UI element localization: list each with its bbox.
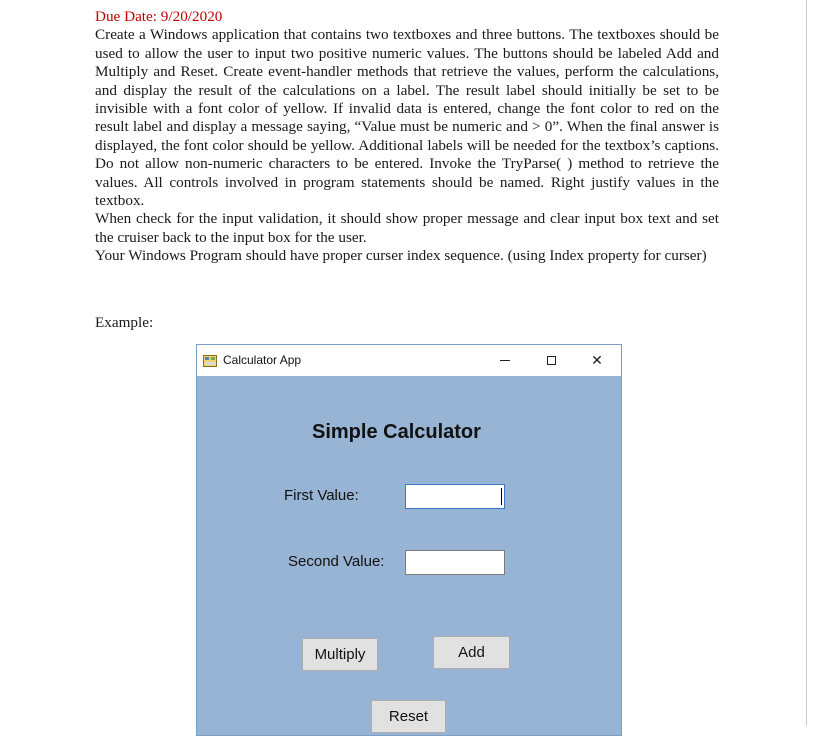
add-button[interactable]: Add xyxy=(433,636,510,669)
instructions-paragraph: Create a Windows application that contains two textboxes and three buttons. The textboxes should be used to allow the user to input two positive numeric values. The buttons should be labeled Add and Multiply and Reset. Create event-handler methods that retrieve the values, perform the calculations, and display the result of the calculations on a label. The result label should initially be set to be invisible with a font color of yellow. If invalid data is entered, change the font color to red on the result label and display a message saying, “Value must be numeric and > 0”. When the final answer is displayed, the font color should be yellow. Additional labels will be needed for the textbox’s captions. Do not allow non-numeric characters to be entered. Invoke the TryParse( ) method to retrieve the values. All controls involved in program statements should be named. Right justify values in the textbox. xyxy=(95,26,719,210)
maximize-button[interactable] xyxy=(528,345,574,376)
title-bar xyxy=(197,345,621,376)
minimize-button[interactable] xyxy=(482,345,528,376)
text-caret xyxy=(501,488,502,505)
multiply-button[interactable]: Multiply xyxy=(302,638,378,671)
maximize-icon xyxy=(547,356,556,365)
validation-paragraph: When check for the input validation, it should show proper message and clear input box text and set the cruiser back to the input box for the user. xyxy=(95,210,719,246)
first-value-input[interactable] xyxy=(405,484,505,509)
example-label: Example: xyxy=(95,314,154,331)
window-title: Calculator App xyxy=(223,353,302,367)
assignment-text xyxy=(95,8,719,266)
reset-button[interactable]: Reset xyxy=(371,700,446,733)
second-value-input[interactable] xyxy=(405,550,505,575)
close-button[interactable] xyxy=(574,345,620,376)
app-icon xyxy=(203,354,217,366)
second-value-label: Second Value: xyxy=(288,553,385,570)
minimize-icon xyxy=(500,360,510,361)
form-heading: Simple Calculator xyxy=(312,421,481,443)
first-value-label: First Value: xyxy=(284,487,359,504)
due-date: Due Date: 9/20/2020 xyxy=(95,8,223,25)
close-icon: ✕ xyxy=(591,352,603,368)
calculator-window xyxy=(196,344,622,736)
page-edge xyxy=(806,0,807,726)
tab-index-paragraph: Your Windows Program should have proper curser index sequence. (using Index property for curser) xyxy=(95,247,707,265)
